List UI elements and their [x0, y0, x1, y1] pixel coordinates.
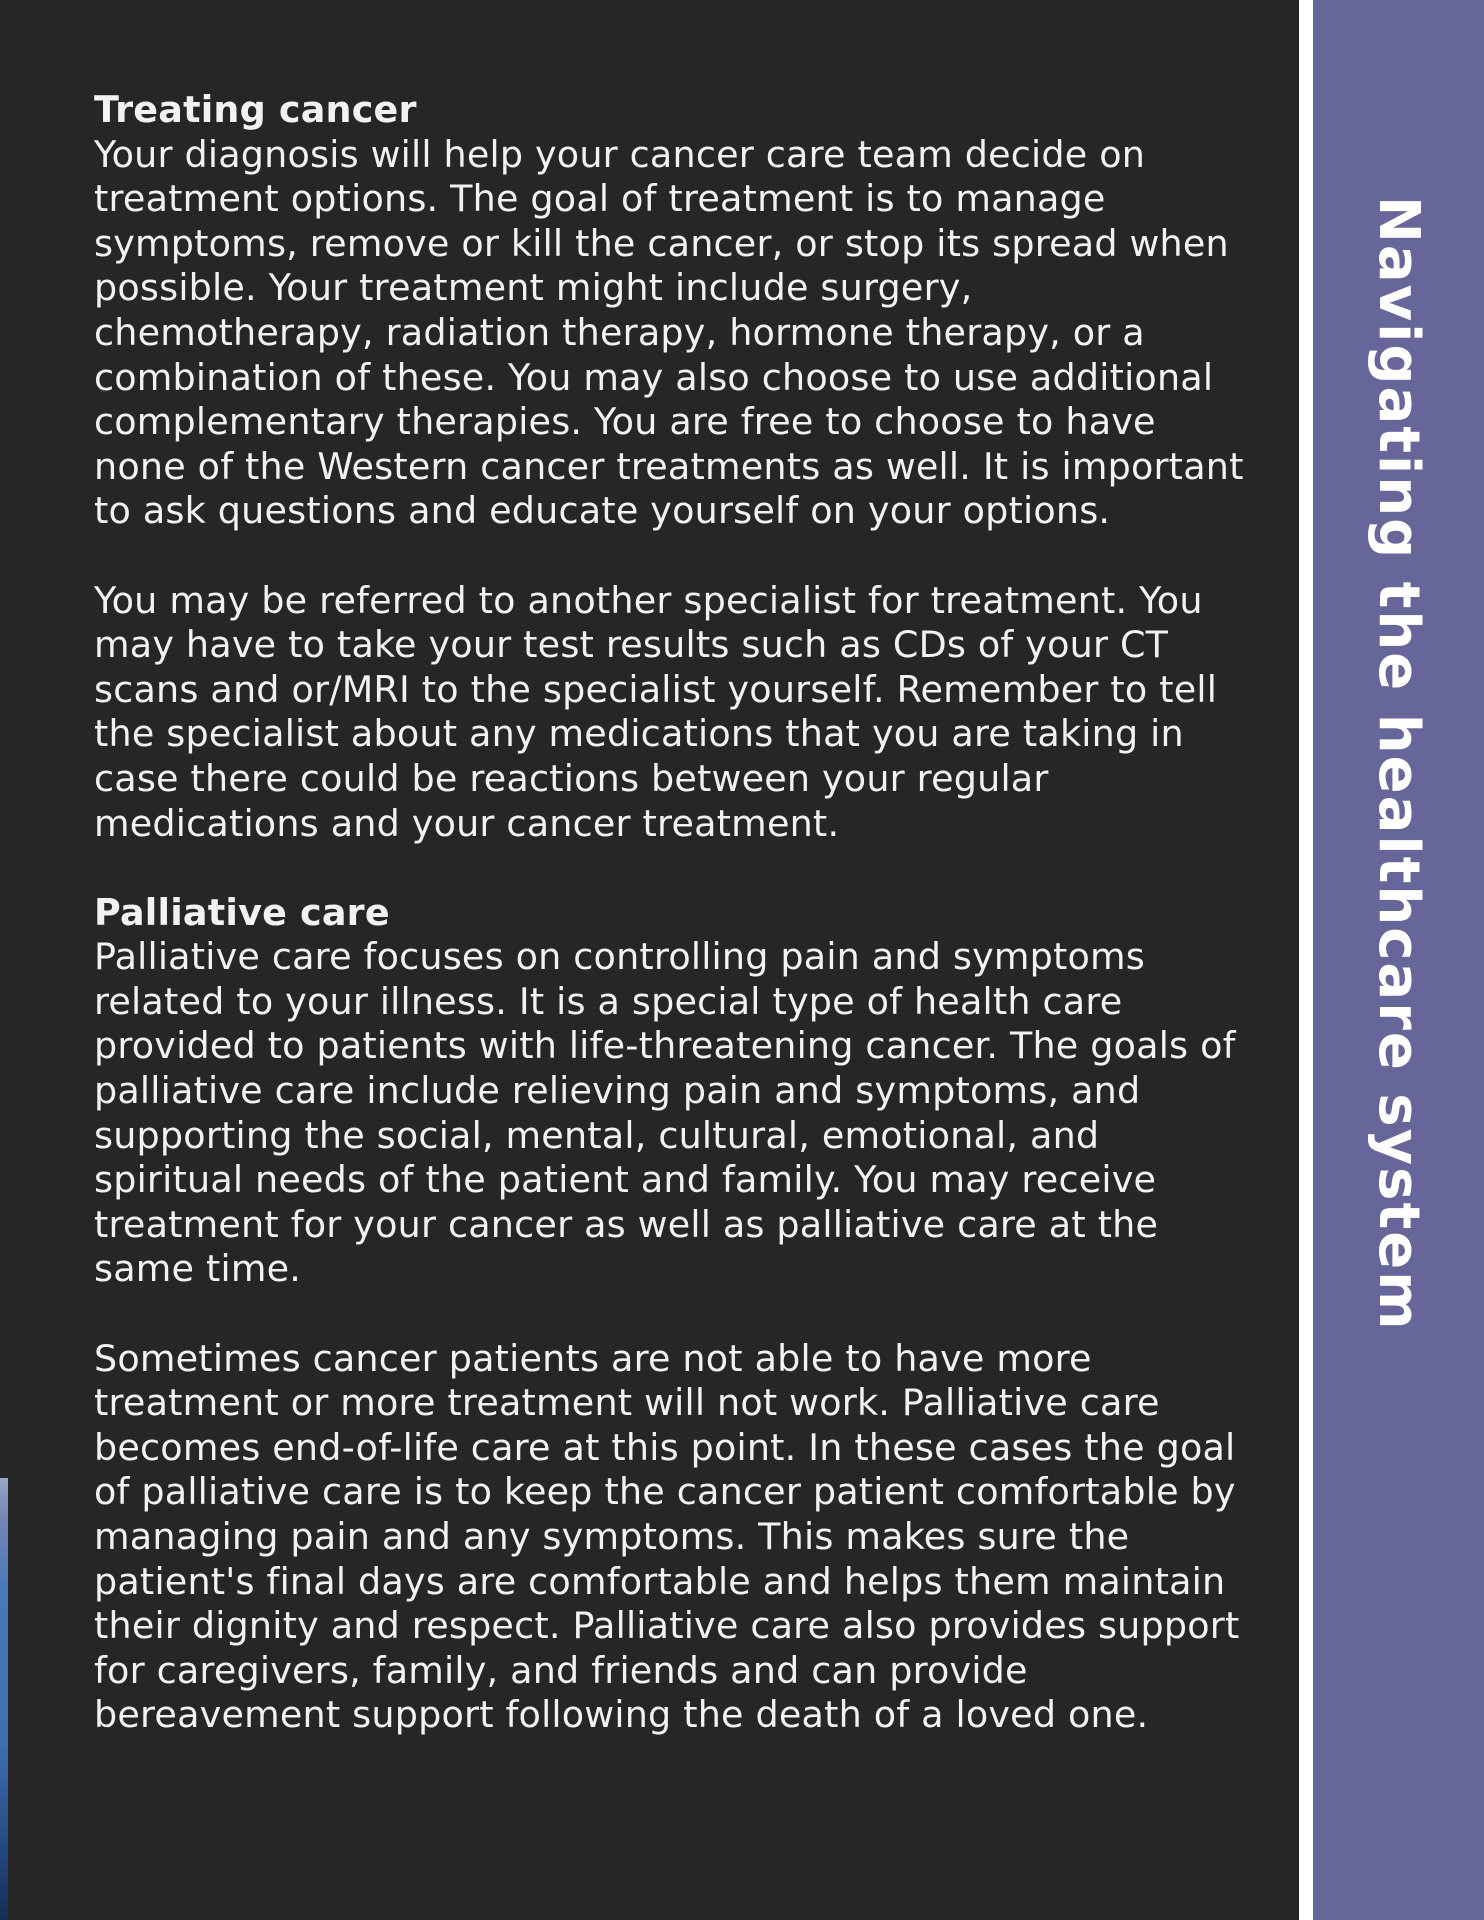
sidebar-title: Navigating the healthcare system: [1366, 196, 1431, 1332]
left-edge-image-strip: [0, 1478, 8, 1920]
body-paragraph: Sometimes cancer patients are not able to have more treatment or more treatment will not work. Palliative care becomes end-of-life care at this point. In these cases the goal of palliative care is to keep the cancer patient comfortable by managing pain and any symptoms. This makes sure the patient's final days are comfortable and helps them maintain their dignity and respect. Palliative care also provides support for caregivers, family, and friends and can provide bereavement support following the death of a loved one.: [94, 1336, 1240, 1737]
paragraph-spacer: [94, 534, 1254, 579]
sidebar-divider: [1299, 0, 1313, 1920]
body-paragraph: Your diagnosis will help your cancer care team decide on treatment options. The goal of treatment is to manage symptoms, remove or kill the cancer, or stop its spread when possible. Your treatment might include surgery, chemotherapy, radiation therapy, hormone therapy, or a combination of these. You may also choose to use additional complementary therapies. You are free to choose to have none of the Western cancer treatments as well. It is important to ask questions and educate yourself on your options.: [94, 132, 1244, 533]
sidebar: [1313, 0, 1484, 1920]
document-content: [94, 88, 1254, 1738]
section-palliative-care: [94, 891, 1254, 1738]
section-heading: Treating cancer: [94, 88, 417, 131]
section-spacer: [94, 846, 1254, 891]
section-heading: Palliative care: [94, 890, 390, 934]
paragraph-spacer: [94, 1292, 1254, 1337]
body-paragraph: Palliative care focuses on controlling pain and symptoms related to your illness. It is a special type of health care provided to patients with life-threatening cancer. The goals of palliative care include relieving pain and symptoms, and supporting the social, mental, cultural, emotional, and spiritual needs of the patient and family. You may receive treatment for your cancer as well as palliative care at the same time.: [94, 935, 1236, 1291]
body-paragraph: You may be referred to another specialist for treatment. You may have to take your test results such as CDs of your CT scans and or/MRI to the specialist yourself. Remember to tell the specialist about any medications that you are taking in case there could be reactions between your regular medications and your cancer treatment.: [94, 578, 1218, 845]
section-treating-cancer: [94, 88, 1254, 846]
